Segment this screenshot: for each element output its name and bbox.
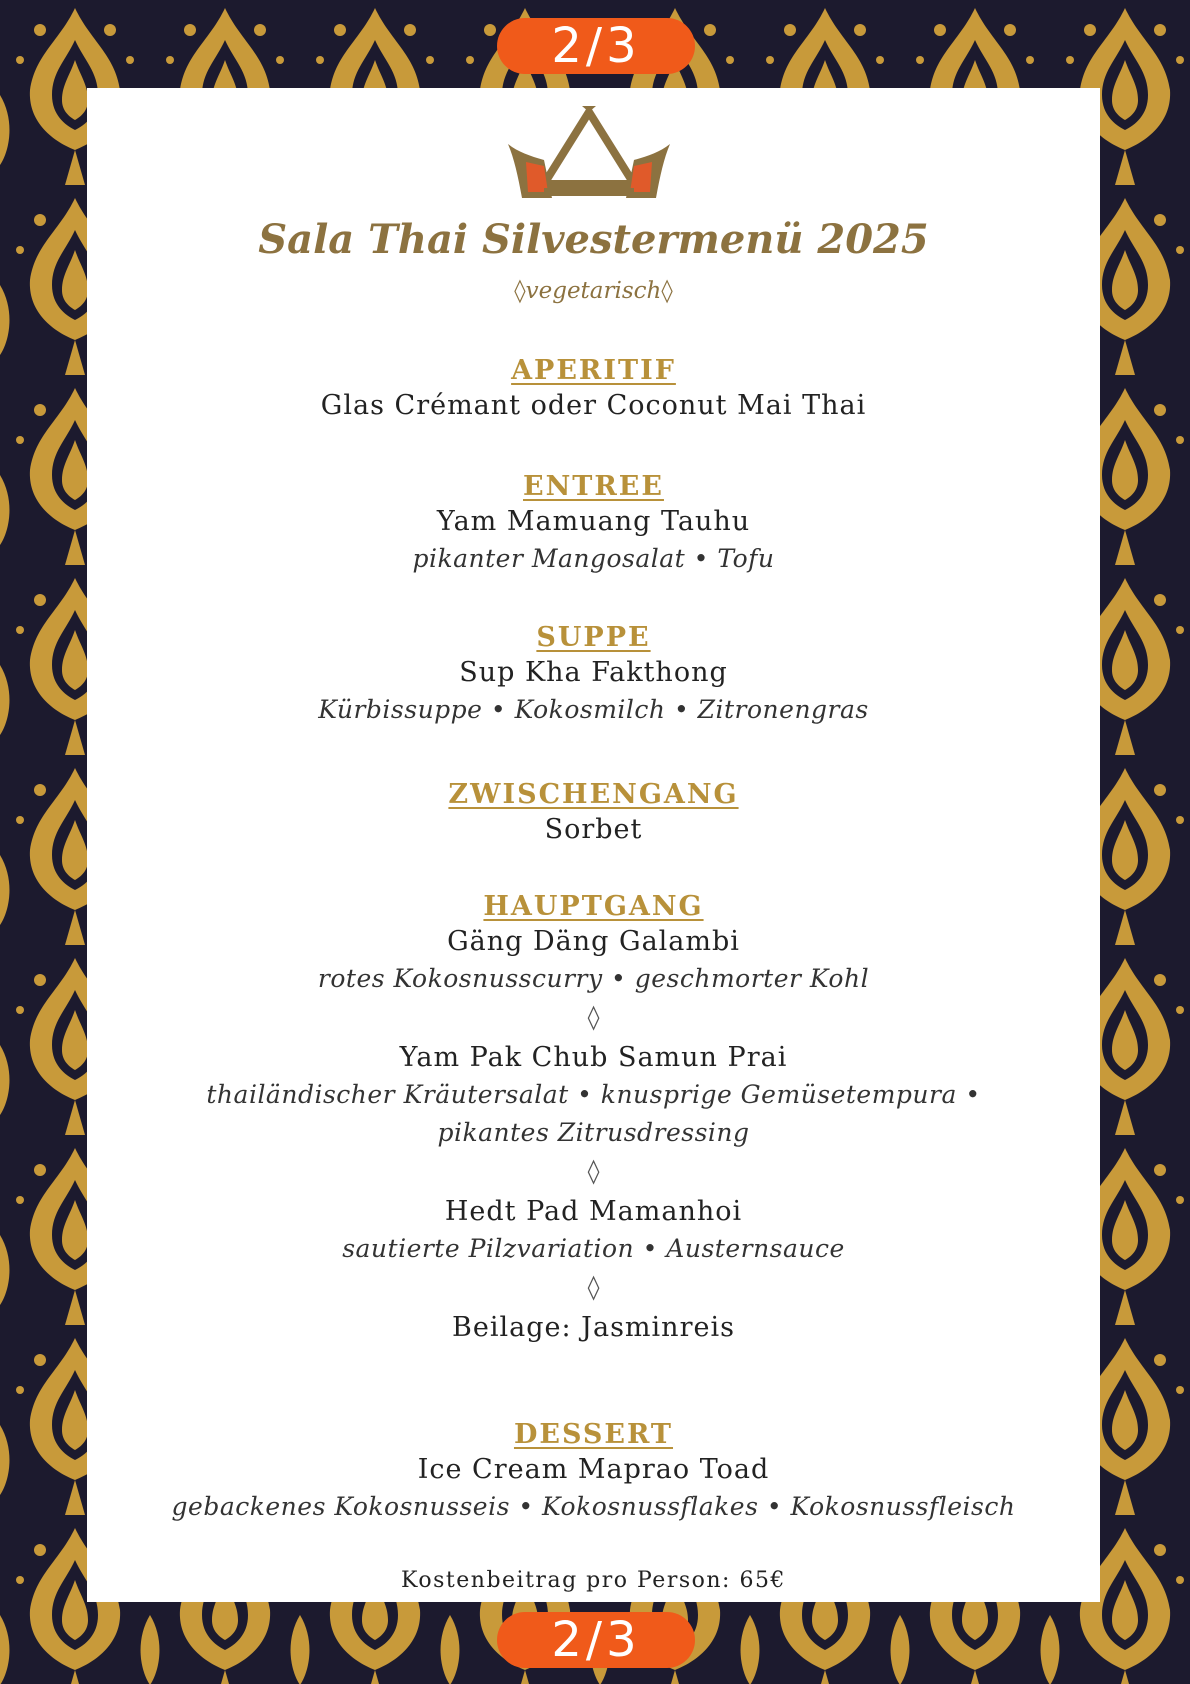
section-dessert <box>107 1418 1080 1526</box>
thai-roof-icon <box>504 106 674 206</box>
dish-name: Hedt Pad Mamanhoi <box>444 1196 743 1227</box>
dish-description: Kürbissuppe • Kokosmilch • Zitronengras <box>318 695 869 724</box>
dish-description: sautierte Pilzvariation • Austernsauce <box>342 1234 845 1263</box>
dish-name: Sorbet <box>544 814 643 845</box>
page-indicator-top: 2/3 <box>497 18 695 74</box>
section-suppe <box>107 621 1080 729</box>
price-per-person: Kostenbeitrag pro Person: 65€ <box>401 1568 786 1593</box>
side-dish: Beilage: Jasminreis <box>452 1312 735 1343</box>
dish-name: Gäng Däng Galambi <box>447 926 740 957</box>
dish-description: thailändischer Kräutersalat • knusprige Gemüsetempura • pikantes Zitrusdressing <box>206 1080 981 1147</box>
section-heading: APERITIF <box>511 355 676 386</box>
page-indicator-bottom: 2/3 <box>497 1612 695 1668</box>
dish-name: Glas Crémant oder Coconut Mai Thai <box>320 390 867 421</box>
section-heading: HAUPTGANG <box>483 891 704 922</box>
section-heading: ENTREE <box>523 471 664 502</box>
dish-name: Yam Pak Chub Samun Prai <box>399 1042 788 1073</box>
menu-subtitle: ◊vegetarisch◊ <box>514 278 673 304</box>
dish-description: rotes Kokosnusscurry • geschmorter Kohl <box>317 964 870 993</box>
section-zwischengang <box>107 778 1080 848</box>
section-aperitif <box>107 354 1080 424</box>
dish-name: Sup Kha Fakthong <box>459 657 728 688</box>
menu-card <box>87 88 1100 1602</box>
dish-description: pikanter Mangosalat • Tofu <box>412 544 775 573</box>
diamond-separator: ◊ <box>587 1273 600 1301</box>
dish-description: gebackenes Kokosnusseis • Kokosnussflakes • Kokosnussfleisch <box>171 1492 1016 1521</box>
section-hauptgang <box>107 890 1080 1346</box>
dish-name: Yam Mamuang Tauhu <box>436 506 751 537</box>
menu-title: Sala Thai Silvestermenü 2025 <box>258 216 929 263</box>
diamond-separator: ◊ <box>587 1157 600 1185</box>
section-heading: DESSERT <box>513 1419 674 1450</box>
diamond-separator: ◊ <box>587 1003 600 1031</box>
section-entree <box>107 470 1080 578</box>
section-heading: ZWISCHENGANG <box>448 779 739 810</box>
dish-name: Ice Cream Maprao Toad <box>417 1454 770 1485</box>
section-heading: SUPPE <box>536 622 651 653</box>
